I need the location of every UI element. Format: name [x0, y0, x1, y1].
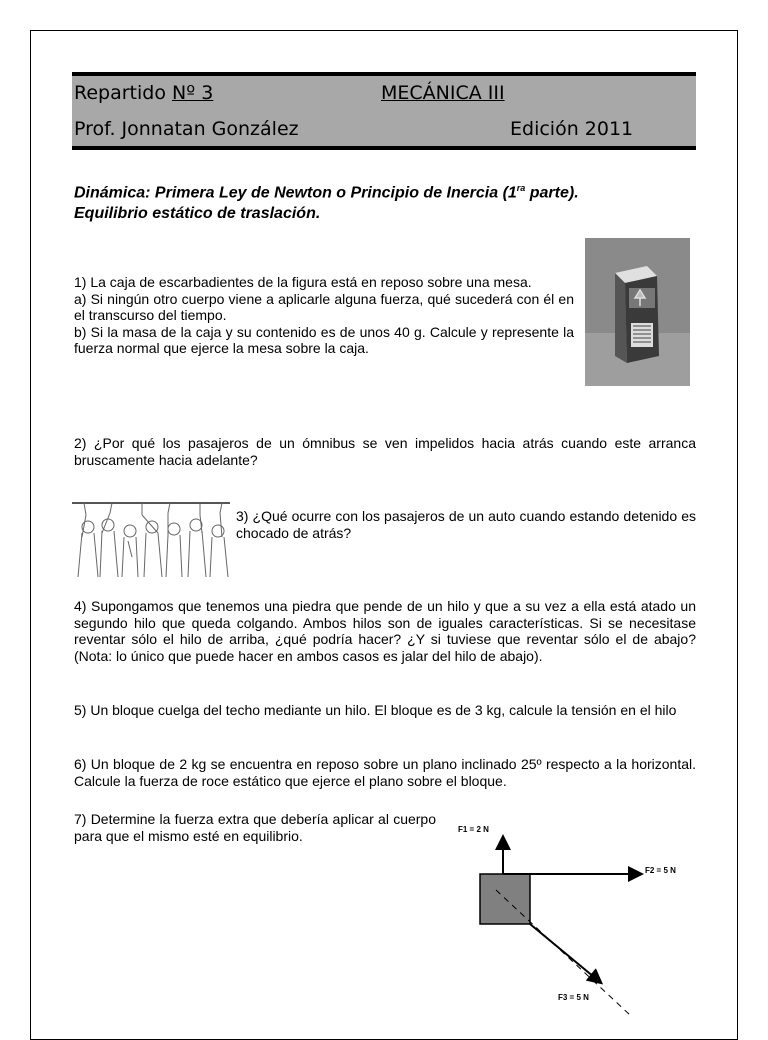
professor-name: Prof. Jonnatan González — [74, 118, 299, 140]
question-2: 2) ¿Por qué los pasajeros de un ómnibus se ven impelidos hacia atrás cuando este arranca bruscamente hacia adelante? — [74, 435, 696, 468]
question-1 — [74, 274, 574, 357]
repartido-number: Nº 3 — [172, 82, 214, 104]
toothpick-box-photo — [585, 238, 690, 386]
title-superscript: ra — [516, 183, 526, 193]
question-1-b: b) Si la masa de la caja y su contenido es de unos 40 g. Calcule y represente la fuerza normal que ejerce la mesa sobre la caja. — [74, 323, 574, 356]
edition: Edición 2011 — [510, 118, 634, 140]
force-diagram — [440, 810, 700, 1020]
label-f3: F3 = 5 N — [558, 993, 589, 1002]
repartido-label — [74, 82, 213, 104]
title-line2: Equilibrio estático de traslación. — [74, 205, 321, 223]
title-line1: Dinámica: Primera Ley de Newton o Principio de Inercia (1 — [74, 184, 517, 202]
question-7: 7) Determine la fuerza extra que debería aplicar al cuerpo para que el mismo esté en equilibrio. — [74, 811, 436, 844]
section-title — [74, 178, 694, 224]
question-3: 3) ¿Qué ocurre con los pasajeros de un auto cuando estando detenido es chocado de atrás? — [236, 508, 696, 541]
force-f3-arrow — [530, 924, 600, 982]
label-f1: F1 = 2 N — [458, 825, 489, 834]
question-1-intro: 1) La caja de escarbadientes de la figura está en reposo sobre una mesa. — [74, 274, 532, 290]
question-5: 5) Un bloque cuelga del techo mediante un hilo. El bloque es de 3 kg, calcule la tensión en el hilo — [74, 702, 677, 718]
question-4: 4) Supongamos que tenemos una piedra que pende de un hilo y que a su vez a ella está atado un segundo hilo que queda colgando. Ambos hilos son de iguales características. Si se necesitase reventar sólo el hilo de arriba, ¿qué podría hacer? ¿Y si tuviese que reventar sólo el de abajo? (Nota: lo único que puede hacer en ambos casos es jalar del hilo de abajo). — [74, 598, 696, 664]
document-header — [72, 72, 696, 150]
course-name: MECÁNICA III — [381, 82, 505, 104]
repartido-prefix: Repartido — [74, 82, 173, 104]
label-f2: F2 = 5 N — [645, 866, 676, 875]
title-line1-end: parte). — [525, 184, 579, 202]
bus-passengers-sketch — [72, 497, 230, 579]
question-6: 6) Un bloque de 2 kg se encuentra en reposo sobre un plano inclinado 25º respecto a la horizontal. Calcule la fuerza de roce estático que ejerce el plano sobre el bloque. — [74, 756, 696, 789]
question-1-a: a) Si ningún otro cuerpo viene a aplicarle alguna fuerza, qué sucederá con él en el transcurso del tiempo. — [74, 290, 574, 323]
